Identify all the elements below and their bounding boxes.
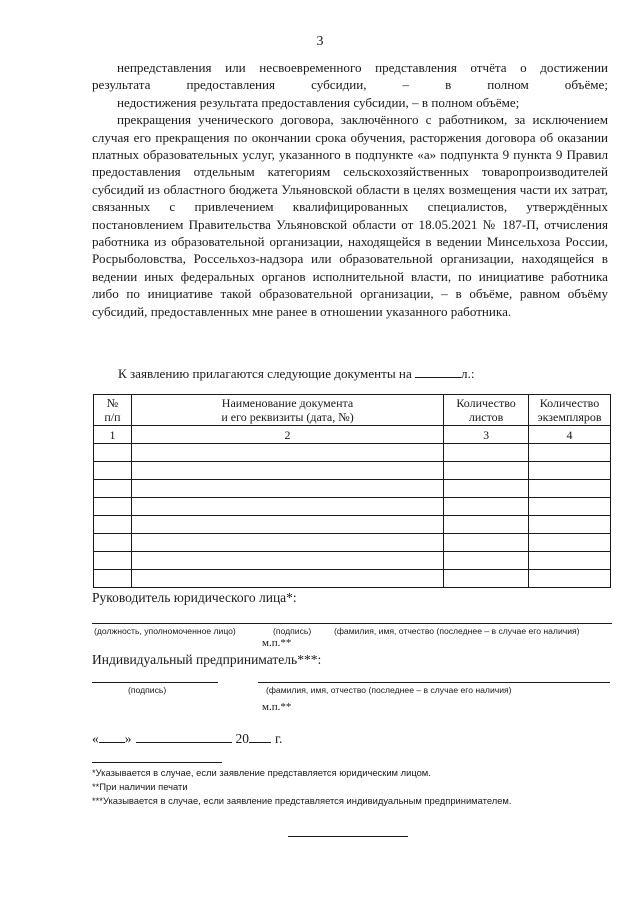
date-open-quote: « <box>92 731 99 746</box>
attachments-text: К заявлению прилагаются следующие документы на <box>118 366 412 381</box>
legal-signature-line[interactable] <box>92 623 612 624</box>
footnote-separator <box>92 762 222 763</box>
header-sheets-line2: листов <box>468 410 504 424</box>
attachments-suffix: л.: <box>461 366 475 381</box>
header-sheets-line1: Количество <box>456 396 516 410</box>
header-num <box>94 395 132 426</box>
header-copies-line2: экземпляров <box>537 410 602 424</box>
date-close-quote: » <box>124 731 132 746</box>
table-row[interactable] <box>94 480 611 498</box>
month-blank[interactable] <box>136 730 232 743</box>
year-blank[interactable] <box>249 730 271 743</box>
footnote-2: **При наличии печати <box>92 781 188 792</box>
stamp-place-2: м.п.** <box>262 701 292 713</box>
header-num-line2: п/п <box>104 410 121 424</box>
header-name-line1: Наименование документа <box>221 396 354 410</box>
caption-signature: (подпись) <box>273 626 312 636</box>
sheet-count-blank[interactable] <box>415 366 461 378</box>
paragraph-3: прекращения ученического договора, заключённого с работником, за исключением случая его прекращения по окончании срока обучения, расторжения договора об оказании платных образовательных услуг, указанного в подпункте «а» подпункта 9 пункта 9 Правил предоставления отдельным категориям сельскохозяйственных товаропроизводителей субсидий из областного бюджета Ульяновской области в целях возмещения части их затрат, связанных с привлечением квалифицированных специалистов, утверждённых постановлением Правительства Ульяновской области от 18.05.2021 № 187-П, отчисления работника из образовательной организации, находящейся в ведении Минсельхоза России, Росрыболовства, Россельхоз-надзора или образовательной организации, находящейся в ведении иных федеральных органов исполнительной власти, по инициативе работника либо по инициативе такой образовательной организации, – в объёме, равном объёму субсидий, предоставленных мне ранее в отношении указанного работника. <box>92 112 608 319</box>
caption-position: (должность, уполномоченное лицо) <box>94 626 236 636</box>
stamp-place-1: м.п.** <box>262 637 292 649</box>
table-row[interactable] <box>94 552 611 570</box>
header-name <box>131 395 443 426</box>
table-row[interactable] <box>94 516 611 534</box>
footnote-1: *Указывается в случае, если заявление представляется юридическим лицом. <box>92 767 431 778</box>
table-index-row <box>94 426 611 444</box>
header-sheets <box>444 395 529 426</box>
year-prefix: 20 <box>235 731 249 746</box>
index-cell-4: 4 <box>529 426 611 444</box>
index-cell-3: 3 <box>444 426 529 444</box>
date-line <box>92 730 282 747</box>
table-row[interactable] <box>94 498 611 516</box>
entrepreneur-label: Индивидуальный предприниматель***: <box>92 652 322 667</box>
legal-head-label: Руководитель юридического лица*: <box>92 590 297 605</box>
entrepreneur-signature-line[interactable] <box>92 682 218 683</box>
paragraph-2: недостижения результата предоставления субсидии, – в полном объёме; <box>117 94 520 110</box>
table-row[interactable] <box>94 462 611 480</box>
body-text <box>92 59 608 320</box>
day-blank[interactable] <box>99 730 125 743</box>
paragraph-1: непредставления или несвоевременного представления отчёта о достижении результата предоставления субсидии, – в полном объёме; <box>92 60 608 93</box>
entrepreneur-name-line[interactable] <box>258 682 610 683</box>
ent-caption-signature: (подпись) <box>128 685 167 695</box>
ent-caption-full-name: (фамилия, имя, отчество (последнее – в случае его наличия) <box>266 685 512 695</box>
header-copies-line1: Количество <box>539 396 600 410</box>
table-header-row <box>94 395 611 426</box>
table-row[interactable] <box>94 570 611 588</box>
page-number: 3 <box>316 34 324 49</box>
header-num-line1: № <box>106 396 119 410</box>
table-row[interactable] <box>94 444 611 462</box>
header-copies <box>529 395 611 426</box>
footnote-3: ***Указывается в случае, если заявление представляется индивидуальным предпринимателем. <box>92 795 512 806</box>
attachments-intro <box>118 366 475 382</box>
year-suffix: г. <box>275 731 283 746</box>
caption-full-name: (фамилия, имя, отчество (последнее – в случае его наличия) <box>334 626 580 636</box>
documents-table <box>93 394 611 588</box>
header-name-line2: и его реквизиты (дата, №) <box>221 410 354 424</box>
end-divider <box>288 836 408 837</box>
index-cell-1: 1 <box>94 426 132 444</box>
index-cell-2: 2 <box>131 426 443 444</box>
table-row[interactable] <box>94 534 611 552</box>
